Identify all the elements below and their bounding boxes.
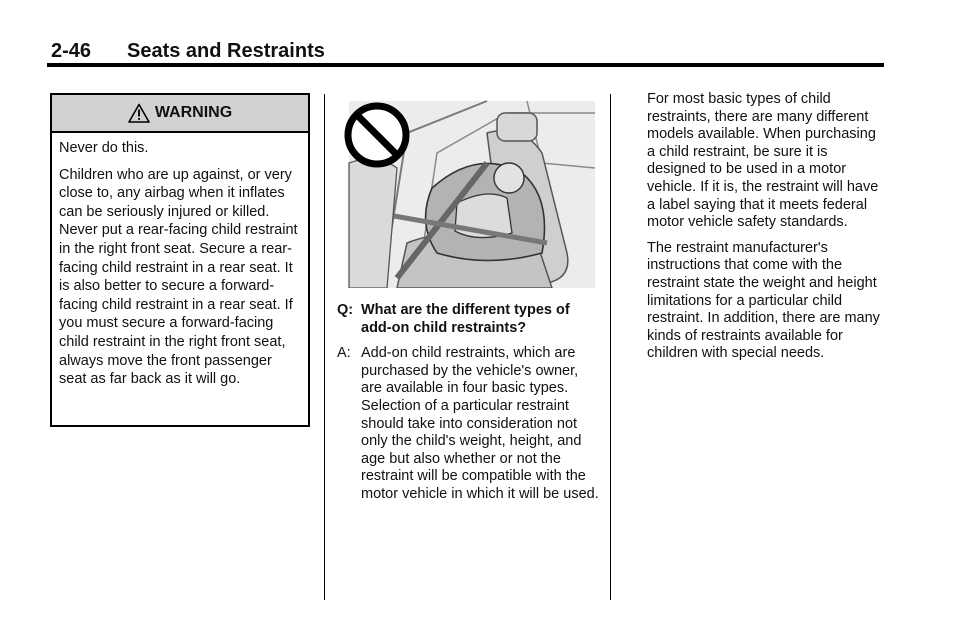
question [337,302,599,337]
page-number: 2-46 [51,40,92,62]
warning-label: WARNING [154,104,233,121]
body-paragraph: For most basic types of child restraints, there are many different models available. When purchasing a child restraint, be sure it is designed to be used in a motor vehicle. If it is, the restraint will have a label saying that it meets federal motor vehicle safety standards. [647,91,879,231]
warning-paragraph: Children who are up against, or very close to, any airbag when it inflates can be seriously injured or killed. Never put a rear-facing child restraint in the right front seat. Secure a rear-facing child restraint in a rear seat. It is also better to secure a forward-facing child restraint in a rear seat. If you must secure a forward-facing child restraint in the right front seat, always move the front passenger seat as far back as it will go. [59,166,298,388]
header-rule [47,63,884,67]
column-3 [647,91,887,371]
column-divider [610,94,611,600]
warning-body [52,133,308,389]
page-header [47,38,884,68]
rear-facing-child-seat-in-front-seat-illustration [337,93,595,288]
prohibited-icon [348,106,406,164]
question-tag: Q: [337,302,354,318]
body-paragraph: The restraint manufacturer's instructions that come with the restraint state the weight and height limitations for a particular child restraint. In addition, there are many kinds of restraints available for children with special needs. [647,239,880,362]
question-text: What are the different types of add-on child restraints? [361,302,570,336]
warning-triangle-icon [128,103,150,123]
warning-paragraph: Never do this. [59,140,149,156]
answer-text: Add-on child restraints, which are purchased by the vehicle's owner, are available in four basic types. Selection of a particular restraint should take into consideration not only the child's weight, height, and age but also whether or not the restraint will be compatible with the motor vehicle in which it will be used. [361,345,599,502]
warning-box [50,93,310,427]
column-2 [337,93,599,504]
answer [337,345,599,503]
answer-tag: A: [337,345,351,362]
column-divider [324,94,325,600]
warning-header [52,95,308,133]
section-title: Seats and Restraints [127,40,325,62]
